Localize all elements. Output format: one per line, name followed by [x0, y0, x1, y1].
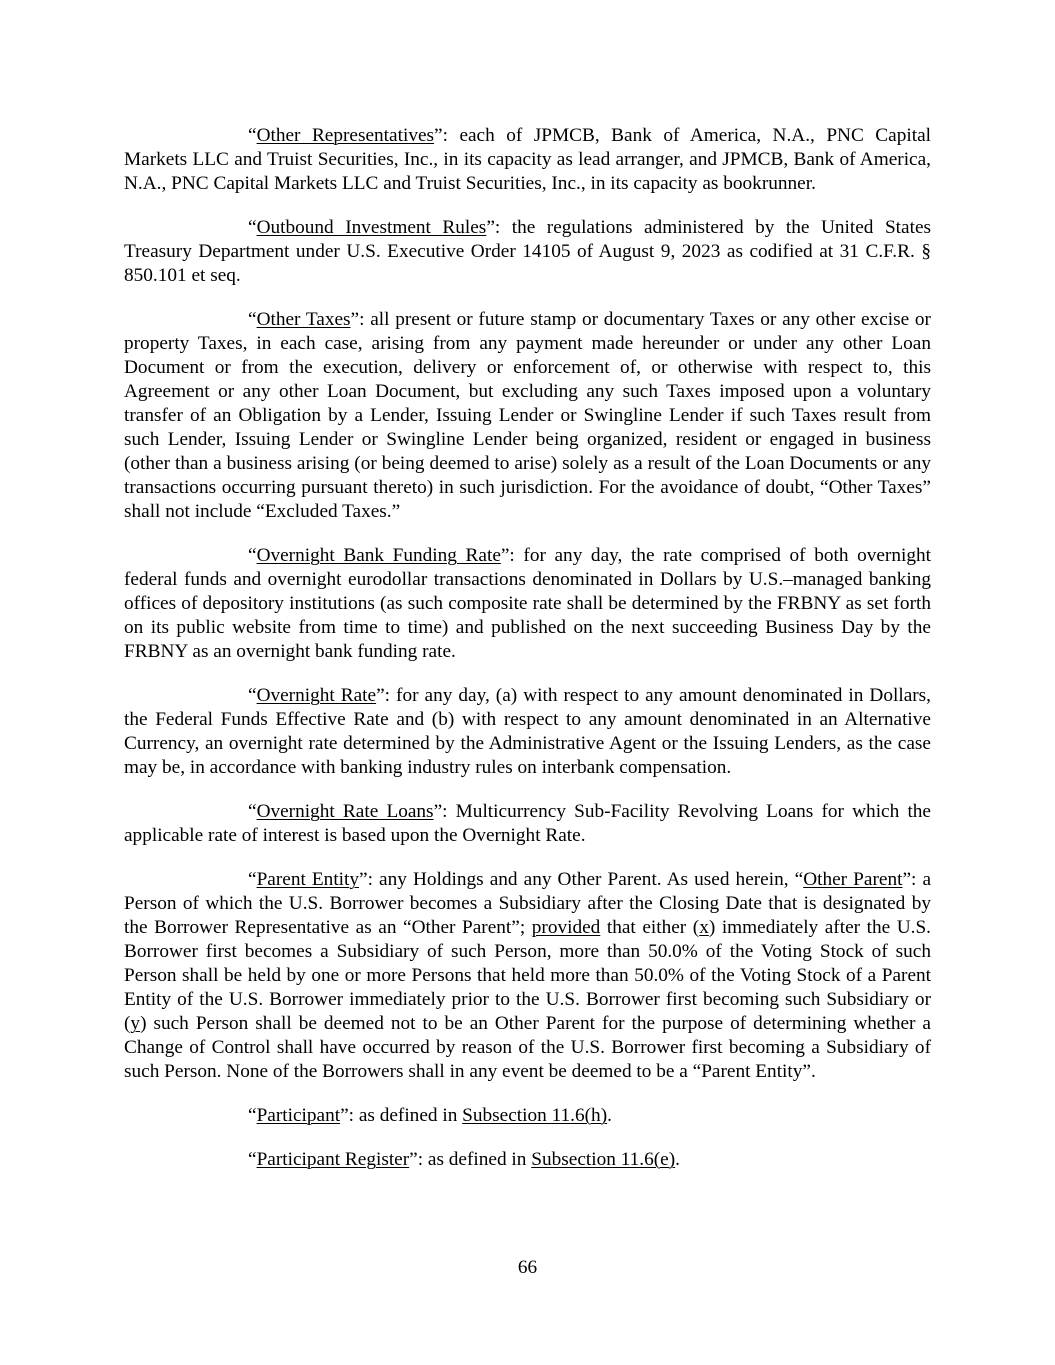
defined-term: Outbound Investment Rules [256, 217, 487, 238]
definition-participant-register [124, 1148, 931, 1172]
defined-term: Overnight Rate Loans [256, 801, 434, 822]
defined-term: Participant Register [256, 1149, 410, 1170]
definition-overnight-rate [124, 684, 931, 780]
definition-other-representatives [124, 124, 931, 196]
defined-term: Overnight Bank Funding Rate [256, 545, 501, 566]
close-quote: ”: [350, 309, 365, 330]
definition-overnight-rate-loans [124, 800, 931, 848]
defined-term-other-parent: Other Parent [803, 869, 903, 890]
open-quote: “ [248, 801, 257, 822]
close-quote: ”: [376, 685, 391, 706]
definition-text: ) immediately after the U.S. Borrower first becomes a Subsidiary of such Person, more than 50.0% of the Voting Stock of such Person shall be held by one or more Persons that held more than 50.0% of the Voting Stock of a Parent Entity of the U.S. Borrower immediately prior to the U.S. Borrower first becoming such Subsidiary or ( [124, 917, 932, 1034]
close-quote: ”: [359, 869, 373, 890]
definition-text: ) such Person shall be deemed not to be an Other Parent for the purpose of determining whether a Change of Control shall have occurred by reason of the U.S. Borrower first becoming a Subsidiary of such Person. None of the Borrowers shall in any event be deemed to be a “Parent Entity”. [124, 1013, 931, 1082]
open-quote: “ [248, 125, 257, 146]
clause-marker-y: y [130, 1013, 141, 1034]
definition-parent-entity [124, 868, 931, 1084]
definition-text: that either ( [600, 917, 700, 938]
defined-term: Overnight Rate [256, 685, 377, 706]
open-quote: “ [248, 545, 257, 566]
document-page [124, 124, 931, 1192]
defined-term: Participant [256, 1105, 341, 1126]
subsection-reference[interactable]: Subsection 11.6(h) [462, 1105, 608, 1126]
open-quote: “ [248, 1105, 257, 1126]
period: . [675, 1149, 680, 1170]
open-quote: “ [248, 869, 257, 890]
period: . [607, 1105, 612, 1126]
definition-text: any Holdings and any Other Parent. As used herein, “ [372, 869, 804, 890]
subsection-reference[interactable]: Subsection 11.6(e) [531, 1149, 676, 1170]
close-quote: ”: [486, 217, 501, 238]
definition-body: each of JPMCB, Bank of America, N.A., PNC Capital Markets LLC and Truist Securities, Inc., in its capacity as lead arranger, and JPMCB, Bank of America, N.A., PNC Capital Markets LLC and Truist Securities, Inc., in its capacity as bookrunner. [124, 125, 931, 194]
definition-body: all present or future stamp or documentary Taxes or any other excise or property Taxes, in each case, arising from any payment made hereunder or under any other Loan Document or from the execution, delivery or enforcement of, or otherwise with respect to, this Agreement or any other Loan Document, but excluding any such Taxes imposed upon a voluntary transfer of an Obligation by a Lender, Issuing Lender or Swingline Lender if such Taxes result from such Lender, Issuing Lender or Swingline Lender being organized, resident or engaged in business (other than a business arising (or being deemed to arise) solely as a result of the Loan Documents or any transactions occurring pursuant thereto) in such jurisdiction. For the avoidance of doubt, “Other Taxes” shall not include “Excluded Taxes.” [124, 309, 931, 522]
provided-keyword: provided [531, 917, 601, 938]
definition-body: for any day, (a) with respect to any amount denominated in Dollars, the Federal Funds Effective Rate and (b) with respect to any amount denominated in an Alternative Currency, an overnight rate determined by the Administrative Agent or the Issuing Lenders, as the case may be, in accordance with banking industry rules on interbank compensation. [124, 685, 931, 778]
definition-body: the regulations administered by the United States Treasury Department under U.S. Executive Order 14105 of August 9, 2023 as codified at 31 C.F.R. § 850.101 et seq. [124, 217, 932, 286]
page-number: 66 [517, 1257, 538, 1278]
definition-overnight-bank-funding-rate [124, 544, 931, 664]
definition-body: for any day, the rate comprised of both overnight federal funds and overnight eurodollar transactions denominated in Dollars by U.S.–managed banking offices of depository institutions (as such composite rate shall be determined by the FRBNY as set forth on its public website from time to time) and published on the next succeeding Business Day by the FRBNY as an overnight bank funding rate. [124, 545, 931, 662]
definition-outbound-investment-rules [124, 216, 931, 288]
definition-other-taxes [124, 308, 931, 524]
open-quote: “ [248, 685, 257, 706]
defined-term: Parent Entity [256, 869, 360, 890]
defined-term: Other Taxes [256, 309, 351, 330]
definition-text: ”: as defined in [340, 1105, 463, 1126]
definition-text: ”: as defined in [409, 1149, 532, 1170]
definition-text: ”: a Person of which the U.S. Borrower becomes a Subsidiary after the Closing Date that is designated by the Borrower Representative as an “Other Parent”; [124, 869, 932, 938]
open-quote: “ [248, 1149, 257, 1170]
open-quote: “ [248, 309, 257, 330]
open-quote: “ [248, 217, 257, 238]
definition-participant [124, 1104, 931, 1128]
definition-body: Multicurrency Sub-Facility Revolving Loans for which the applicable rate of interest is based upon the Overnight Rate. [124, 801, 931, 846]
clause-marker-x: x [699, 917, 709, 938]
close-quote: ”: [433, 801, 448, 822]
defined-term: Other Representatives [256, 125, 435, 146]
close-quote: ”: [434, 125, 448, 146]
close-quote: ”: [500, 545, 515, 566]
